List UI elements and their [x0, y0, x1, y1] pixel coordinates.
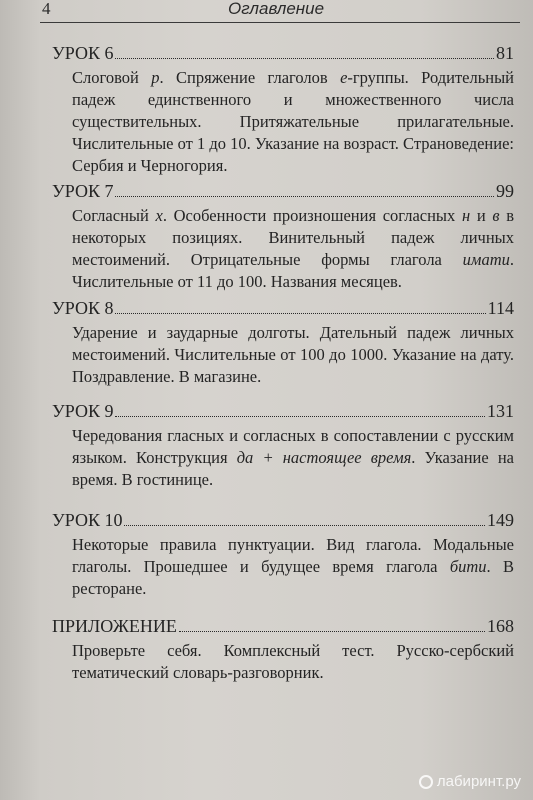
toc-entry [52, 509, 514, 600]
leader-dots [115, 182, 494, 197]
leader-dots [124, 511, 485, 526]
toc-entry-heading [52, 297, 514, 319]
toc-entry-heading [52, 400, 514, 422]
description-text: . Указание на время. В гостинице. [72, 448, 514, 489]
italic-term: х [155, 206, 163, 225]
toc-entry-description [72, 640, 514, 684]
toc-entry [52, 42, 514, 177]
toc-entry-description [72, 67, 514, 177]
toc-entry-page: 81 [496, 43, 514, 63]
description-text: Некоторые правила пунктуации. Вид глагола. Модальные глаголы. Прошедшее и будущее время глагола [72, 535, 514, 576]
toc-entry-description [72, 534, 514, 600]
toc-entry-page: 168 [487, 616, 514, 636]
toc-entry-heading [52, 180, 514, 202]
description-text: Проверьте себя. Комплексный тест. Русско-сербский тематический словарь-разговорник. [72, 641, 514, 682]
toc-entry-description [72, 205, 514, 293]
description-text: . В ресторане. [72, 557, 514, 598]
leader-dots [115, 402, 485, 417]
italic-term: да + настоящее время [236, 448, 412, 467]
leader-dots [179, 617, 485, 632]
leader-dots [115, 299, 485, 314]
toc-entry-title: УРОК 7 [52, 181, 114, 201]
description-text: Ударение и заударные долготы. Дательный падеж личных местоимений. Числительные от 100 до 1000. Указание на дату. Поздравление. В магазине. [72, 323, 514, 386]
italic-term: в [492, 206, 500, 225]
description-text: и [470, 206, 493, 225]
toc-entry-title: УРОК 8 [52, 298, 114, 318]
toc-entry-heading [52, 42, 514, 64]
toc-entry-heading [52, 509, 514, 531]
toc-entry-page: 114 [487, 298, 514, 318]
toc-entry-page: 131 [487, 401, 514, 421]
italic-term: е [340, 68, 348, 87]
running-head: Оглавление [228, 0, 325, 18]
description-text: Чередования гласных и согласных в сопоставлении с русским языком. Конструкция [72, 426, 514, 467]
toc-entry-title: УРОК 9 [52, 401, 114, 421]
description-text: . Особенности произношения согласных [162, 206, 462, 225]
toc-entry [52, 180, 514, 293]
toc-entry-title: УРОК 6 [52, 43, 114, 63]
italic-term: р [151, 68, 160, 87]
toc-entry-title: УРОК 10 [52, 510, 123, 530]
toc-entry [52, 615, 514, 684]
toc-entry [52, 297, 514, 388]
watermark-text: лабиринт.ру [436, 773, 521, 790]
header-rule [40, 22, 520, 23]
labirint-logo-icon [419, 775, 433, 789]
description-text: -группы. Родительный падеж единственного и множественного числа существительных. Притяжательные прилагательные. Числительные от 1 до 10. Указание на возраст. Страноведение: Сербия и Черногория. [72, 68, 514, 175]
leader-dots [115, 44, 494, 59]
toc-entry-description [72, 322, 514, 388]
description-text: в некоторых позициях. Винительный падеж личных местоимений. Отрицательные формы глагола [72, 206, 514, 269]
page-number: 4 [42, 0, 51, 18]
toc-entry-page: 149 [487, 510, 514, 530]
italic-term: н [461, 206, 471, 225]
italic-term: бити [449, 557, 487, 576]
description-text: Слоговой [72, 68, 152, 87]
toc-entry-page: 99 [496, 181, 514, 201]
italic-term: имати [462, 250, 510, 269]
toc-entry-title: ПРИЛОЖЕНИЕ [52, 616, 177, 636]
toc-entry-description [72, 425, 514, 491]
toc-entry-heading [52, 615, 514, 637]
description-text: Согласный [72, 206, 156, 225]
description-text: . Числительные от 11 до 100. Названия месяцев. [72, 250, 514, 291]
toc-entry [52, 400, 514, 491]
description-text: . Спряжение глаголов [159, 68, 341, 87]
watermark [419, 773, 521, 790]
